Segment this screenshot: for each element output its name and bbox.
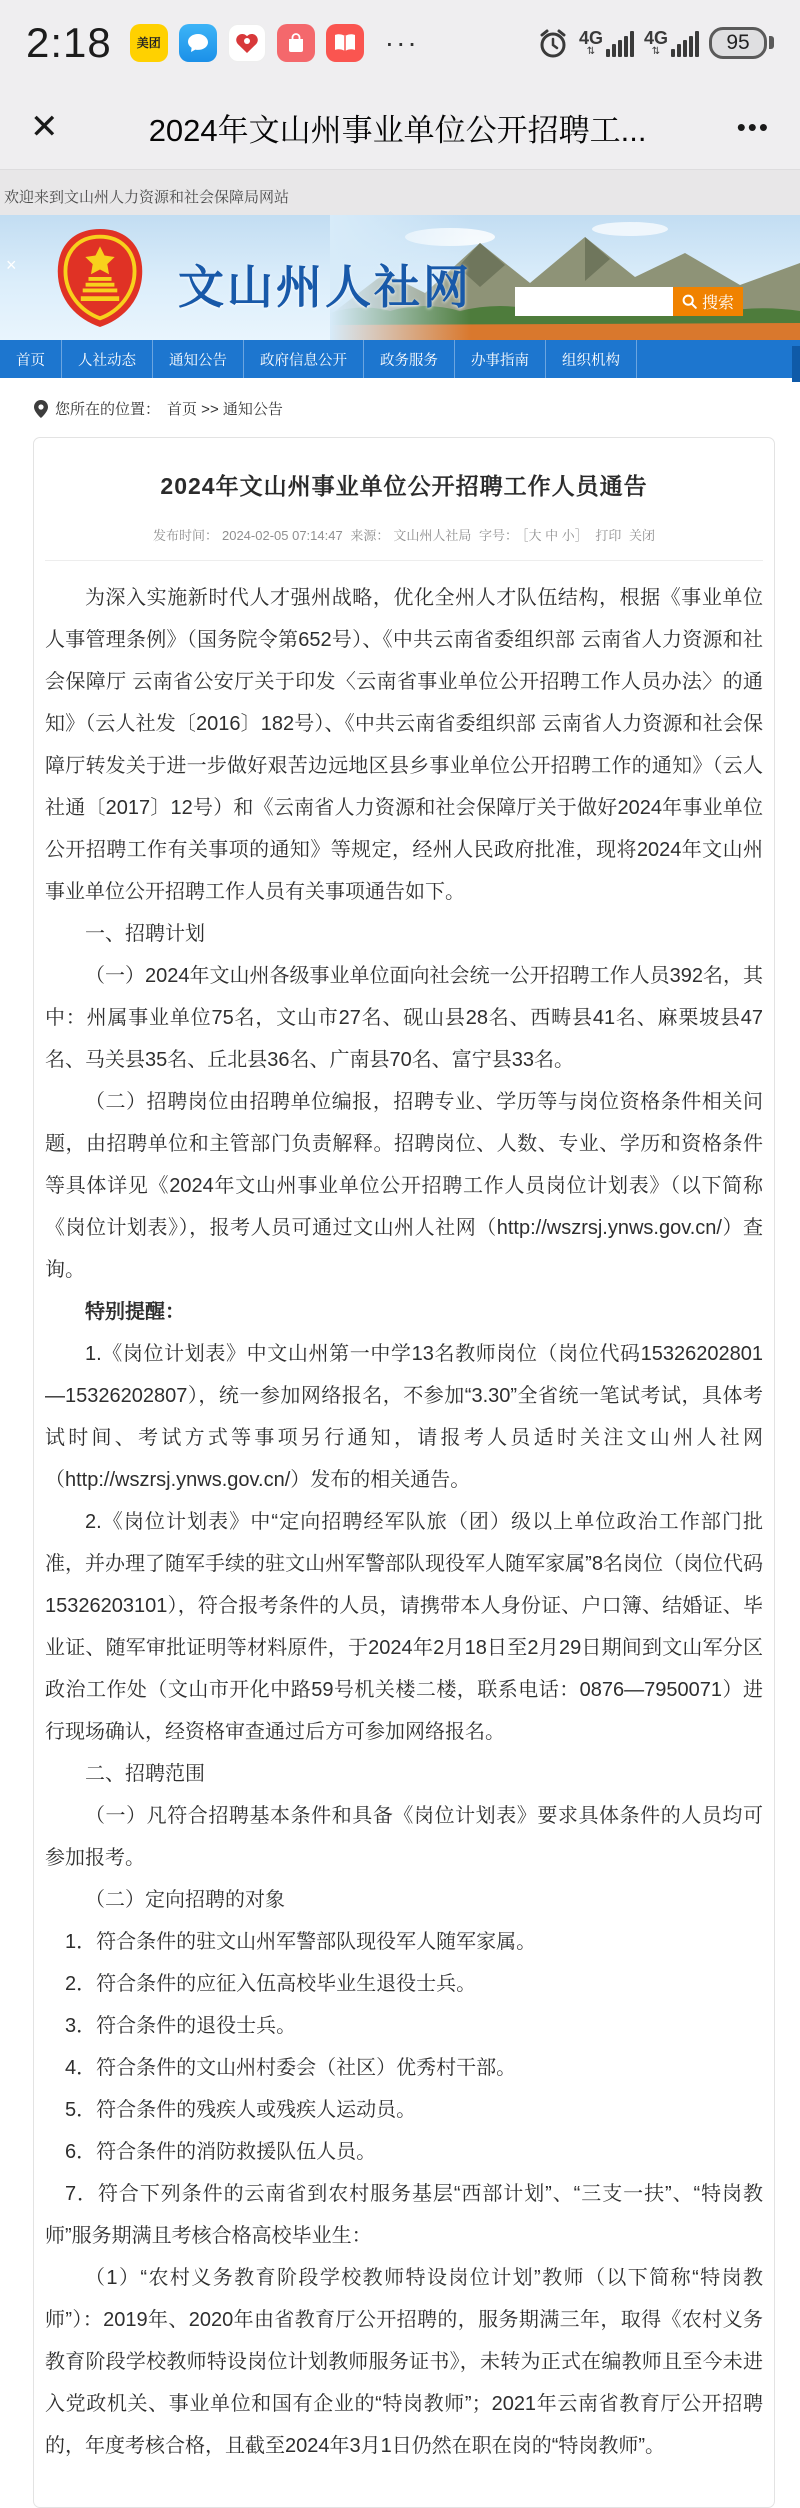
sim1-network-type: 4G [578, 27, 603, 48]
national-emblem-logo [52, 225, 148, 331]
notification-app-icons [130, 24, 419, 62]
shopping-bag-icon [285, 32, 307, 54]
nav-item-6[interactable]: 办事指南 [455, 340, 546, 378]
article-card [33, 437, 775, 2508]
breadcrumb-path[interactable]: 首页 >> 通知公告 [167, 401, 283, 418]
data-arrows-icon: ⇅ [651, 45, 661, 57]
search-input[interactable] [515, 287, 673, 316]
article-paragraph: 一、招聘计划 [85, 923, 205, 945]
nav-item-2[interactable]: 人社动态 [62, 340, 153, 378]
main-navigation [0, 340, 800, 378]
more-notifications-icon: ··· [384, 26, 419, 58]
source-value: 文山州人社局 [393, 528, 472, 543]
sim2-network-type: 4G [643, 27, 668, 48]
article-paragraph: 2．符合条件的应征入伍高校毕业生退役士兵。 [65, 1973, 477, 1995]
article-paragraph: 二、招聘范围 [85, 1763, 205, 1785]
search-button[interactable]: 搜索 [673, 287, 743, 316]
publish-time: 2024-02-05 07:14:47 [221, 528, 343, 543]
menu-more-icon[interactable]: ••• [736, 111, 770, 142]
article-paragraph: 5．符合条件的残疾人或残疾人运动员。 [65, 2099, 417, 2121]
article-paragraph: 1.《岗位计划表》中文山州第一中学13名教师岗位（岗位代码15326202801—15326202807），统一参加网络报名，不参加“3.30”全省统一笔试考试，具体考试时间、考试方式等事项另行通知，请报考人员适时关注文山州人社网（http://wszrsj.ynws.gov.cn/）发布的相关通告。 [45, 1343, 763, 1491]
sim2-signal-bars-icon [671, 31, 699, 57]
fontsize-label: 字号： [478, 528, 518, 543]
nav-items [0, 340, 637, 378]
location-pin-icon [34, 400, 48, 418]
publish-time-label: 发布时间： [152, 528, 218, 543]
sim1-signal [579, 29, 634, 57]
article-paragraph: 为深入实施新时代人才强州战略，优化全州人才队伍结构，根据《事业单位人事管理条例》（国务院令第652号）、《中共云南省委组织部 云南省人力资源和社会保障厅 云南省公安厅关于印发〈云南省事业单位公开招聘工作人员办法〉的通知》（云人社发〔2016〕182号）、《中共云南省委组织部 云南省人力资源和社会保障厅转发关于进一步做好艰苦边远地区县乡事业单位公开招聘工作的通知》（云人社通〔2017〕12号）和《云南省人力资源和社会保障厅关于做好2024年事业单位公开招聘工作有关事项的通知》等规定，经州人民政府批准，现将2024年文山州事业单位公开招聘工作人员有关事项通告如下。 [45, 587, 763, 903]
article-paragraph: 3．符合条件的退役士兵。 [65, 2015, 297, 2037]
article-paragraph: （一）凡符合招聘基本条件和具备《岗位计划表》要求具体条件的人员均可参加报考。 [45, 1805, 763, 1869]
banner-close-icon[interactable]: × [6, 255, 17, 275]
status-bar [0, 0, 800, 85]
article-paragraph: 4．符合条件的文山州村委会（社区）优秀村干部。 [65, 2057, 517, 2079]
sim2-signal [644, 29, 699, 57]
battery-icon [709, 27, 774, 59]
status-bar-right [537, 27, 774, 59]
health-app-icon [228, 24, 266, 62]
books-app-icon [326, 24, 364, 62]
article-title: 2024年文山州事业单位公开招聘工作人员通告 [160, 473, 648, 499]
data-arrows-icon: ⇅ [586, 45, 596, 57]
page-title: 2024年文山州事业单位公开招聘工... [148, 112, 647, 148]
messages-app-icon [179, 24, 217, 62]
heart-icon [235, 32, 259, 54]
nav-item-4[interactable]: 政府信息公开 [244, 340, 364, 378]
close-link[interactable]: 关闭 [629, 528, 656, 543]
chat-bubble-icon [187, 33, 209, 53]
meituan-app-icon: 美团 [130, 24, 168, 62]
close-icon[interactable]: ✕ [30, 108, 59, 146]
nav-right-cap [792, 346, 800, 382]
sim1-signal-bars-icon [606, 31, 634, 57]
site-search [515, 287, 743, 316]
breadcrumb-label: 您所在的位置： [55, 401, 161, 418]
article-paragraph: 特别提醒： [85, 1301, 185, 1323]
site-banner [0, 215, 800, 340]
article-paragraph: （二）定向招聘的对象 [85, 1889, 285, 1911]
article-paragraph: 6．符合条件的消防救援队伍人员。 [65, 2141, 377, 2163]
nav-item-1[interactable]: 首页 [0, 340, 62, 378]
search-icon [682, 294, 697, 309]
article-paragraph: 2.《岗位计划表》中“定向招聘经军队旅（团）级以上单位政治工作部门批准，并办理了随军手续的驻文山州军警部队现役军人随军家属”8名岗位（岗位代码15326203101），符合报考条件的人员，请携带本人身份证、户口簿、结婚证、毕业证、随军审批证明等材料原件，于2024年2月18日至2月29日期间到文山军分区政治工作处（文山市开化中路59号机关楼二楼，联系电话：0876—7950071）进行现场确认，经资格审查通过后方可参加网络报名。 [45, 1511, 763, 1743]
article-paragraph: 7．符合下列条件的云南省到农村服务基层“西部计划”、“三支一扶”、“特岗教师”服务期满且考核合格高校毕业生： [45, 2183, 763, 2247]
nav-item-7[interactable]: 组织机构 [546, 340, 637, 378]
clock-time: 2:18 [26, 18, 112, 66]
article-paragraph: （二）招聘岗位由招聘单位编报，招聘专业、学历等与岗位资格条件相关问题，由招聘单位和主管部门负责解释。招聘岗位、人数、专业、学历和资格条件等具体详见《2024年文山州事业单位公开招聘工作人员岗位计划表》（以下简称《岗位计划表》），报考人员可通过文山州人社网（http://wszrsj.ynws.gov.cn/）查询。 [45, 1091, 763, 1281]
nav-item-3[interactable]: 通知公告 [153, 340, 244, 378]
battery-level: 95 [726, 30, 750, 54]
appgallery-app-icon [277, 24, 315, 62]
webview-titlebar [0, 85, 800, 170]
open-book-icon [333, 33, 357, 53]
welcome-strip: 欢迎来到文山州人力资源和社会保障局网站 [0, 170, 800, 215]
article-paragraph: （1）“农村义务教育阶段学校教师特设岗位计划”教师（以下简称“特岗教师”）：2019年、2020年由省教育厅公开招聘的，服务期满三年，取得《农村义务教育阶段学校教师特设岗位计划教师服务证书》，未转为正式在编教师且至今未进入党政机关、事业单位和国有企业的“特岗教师”；2021年云南省教育厅公开招聘的，年度考核合格，且截至2024年3月1日仍然在职在岗的“特岗教师”。 [45, 2267, 763, 2457]
breadcrumb [0, 378, 800, 435]
print-link[interactable]: 打印 [595, 528, 622, 543]
article-body [45, 577, 763, 2467]
article-paragraph: 1．符合条件的驻文山州军警部队现役军人随军家属。 [65, 1931, 537, 1953]
fontsize-control[interactable]: ［大 中 小］ [522, 528, 588, 543]
nav-item-5[interactable]: 政务服务 [364, 340, 455, 378]
article-meta [45, 525, 763, 561]
alarm-clock-icon [537, 27, 569, 59]
source-label: 来源： [350, 528, 390, 543]
site-name: 文山州人社网 [178, 262, 472, 313]
article-paragraph: （一）2024年文山州各级事业单位面向社会统一公开招聘工作人员392名，其中：州属事业单位75名，文山市27名、砚山县28名、西畴县41名、麻栗坡县47名、马关县35名、丘北县36名、广南县70名、富宁县33名。 [45, 965, 763, 1071]
